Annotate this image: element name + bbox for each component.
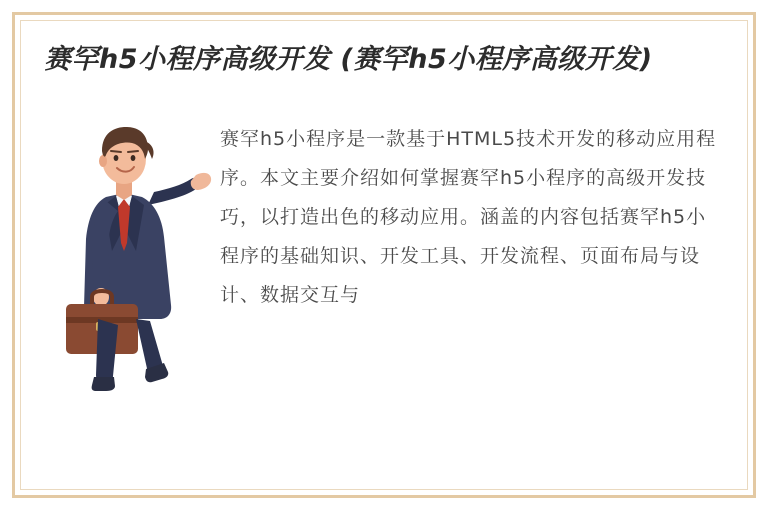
page-title: 赛罕h5小程序高级开发 (赛罕h5小程序高级开发) — [44, 44, 653, 75]
article-body-area — [44, 101, 724, 401]
businessman-with-briefcase-illustration — [44, 101, 214, 401]
document-content — [44, 40, 724, 476]
article-paragraph: 赛罕h5小程序是一款基于HTML5技术开发的移动应用程序。本文主要介绍如何掌握赛罕h5小程序的高级开发技巧，以打造出色的移动应用。涵盖的内容包括赛罕h5小程序的基础知识、开发工具、开发流程、页面布局与设计、数据交互与 — [220, 128, 717, 306]
